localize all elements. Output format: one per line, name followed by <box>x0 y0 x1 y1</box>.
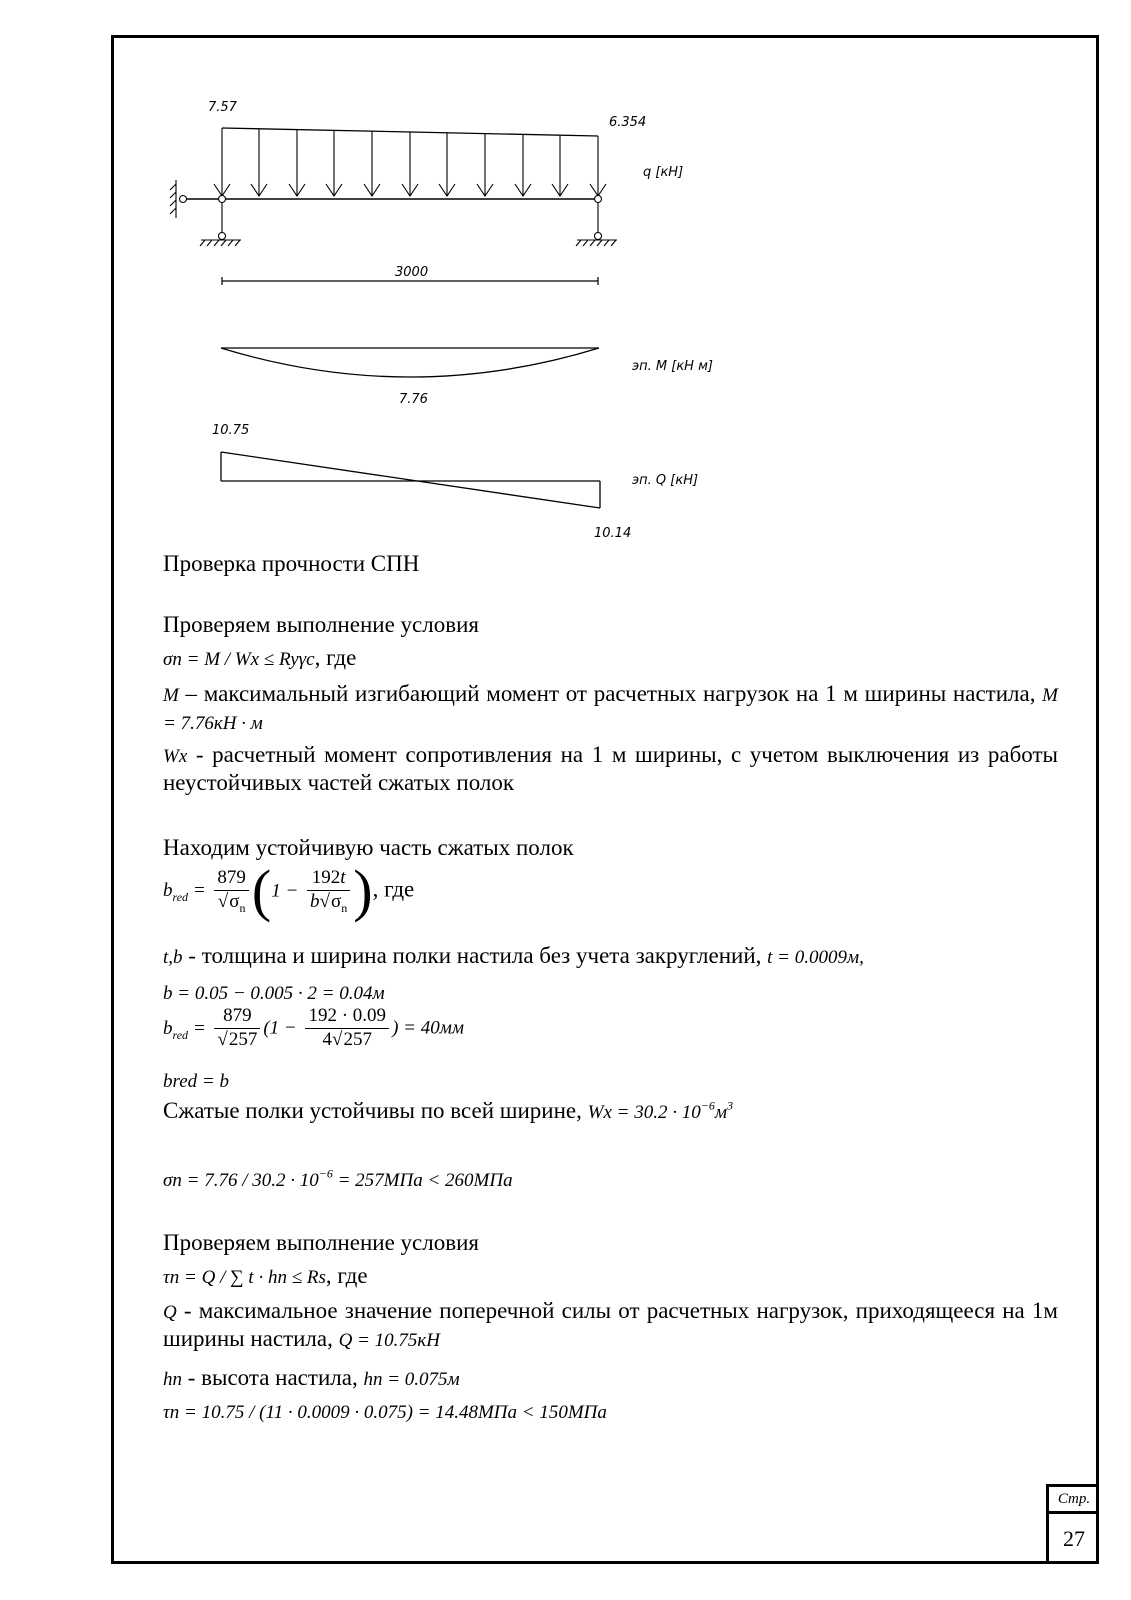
span-value: 3000 <box>395 265 429 280</box>
section-heading: Проверка прочности СПН <box>163 551 420 576</box>
bred-result: = 40мм <box>403 1017 464 1039</box>
where-2: , где <box>372 876 415 902</box>
tau-calc-line <box>163 1397 607 1425</box>
right-pin-support <box>576 196 617 247</box>
left-horizontal-support <box>170 180 187 218</box>
page-label: Стр. <box>1049 1487 1099 1514</box>
m-definition <box>163 680 1058 736</box>
check2-formula-line <box>163 1262 368 1290</box>
t-value: t = 0.0009м, <box>767 947 864 968</box>
bred-equals-b-line <box>163 1066 229 1094</box>
check2-formula: τn = Q / ∑ t · hn ≤ Rs <box>163 1267 326 1288</box>
m-value: M = 7.76кН · м <box>163 685 1058 734</box>
shear-diagram <box>221 452 600 508</box>
where-1: , где <box>314 645 357 670</box>
q-symbol: Q <box>163 1302 177 1323</box>
tb-description: - толщина и ширина полки настила без учета закруглений, <box>182 943 768 968</box>
bred-equals-b: bred = b <box>163 1071 229 1092</box>
bred-intro: Находим устойчивую часть сжатых полок <box>163 835 574 860</box>
shear-left-value: 10.75 <box>212 423 250 438</box>
sigma-calc-line: $\sigma n = 7.76 / 30.2 \cdot 10^{-6} = 257МПа < 260МПа$ <box>163 1166 513 1191</box>
page-number: 27 <box>1063 1526 1085 1551</box>
load-right-value: 6.354 <box>609 115 647 130</box>
beam-diagram <box>0 0 1131 560</box>
hn-definition <box>163 1364 460 1392</box>
sigma-calc: σn = 7.76 / 30.2 · 10 <box>163 1170 319 1191</box>
wx-description: - расчетный момент сопротивления на 1 м ширины, с учетом выключения из работы неустойчивых частей сжатых полок <box>163 742 1058 795</box>
sigma-calc-result: = 257МПа < 260МПа <box>332 1170 513 1191</box>
stable-line: Сжатые полки устойчивы по всей ширине, $Wx = 30.2 \cdot 10^{-6}м^3$ <box>163 1098 733 1123</box>
q-value: Q = 10.75кН <box>338 1329 441 1351</box>
moment-curve <box>221 348 599 377</box>
where-3: , где <box>325 1263 368 1288</box>
left-pin-support <box>200 196 241 247</box>
load-label: q [кН] <box>643 165 684 180</box>
tb-definition <box>163 942 1058 970</box>
m-symbol: M <box>163 685 179 706</box>
check1-formula-line <box>163 644 356 672</box>
b-value: b = 0.05 − 0.005 · 2 = 0.04м <box>163 983 385 1004</box>
check2-intro: Проверяем выполнение условия <box>163 1230 479 1255</box>
hn-description: - высота настила, <box>182 1365 364 1390</box>
bred-calc: $b_{red}$ = $\frac{879}{√257}$ (1 − $\frac{192 \cdot 0.09}{4√257}$ ) = 40мм <box>163 1005 464 1050</box>
check1-formula: σn = M / Wx ≤ Ryγc <box>163 649 315 670</box>
moment-label: эп. M [кН м] <box>632 359 713 374</box>
q-description: - максимальное значение поперечной силы от расчетных нагрузок, приходящееся на 1м ширины настила, <box>163 1298 1058 1351</box>
m-description: – максимальный изгибающий момент от расчетных нагрузок на 1 м ширины настила, <box>178 681 1043 706</box>
b-value-line <box>163 978 385 1006</box>
stable-text: Сжатые полки устойчивы по всей ширине, <box>163 1098 588 1123</box>
hn-value: hn = 0.075м <box>363 1369 460 1390</box>
bred-formula: $b_{red}$ = $\frac{879}{√\sigma_n}$ (1 − $\frac{192t}{b√\sigma_n}$ ), где <box>163 858 415 923</box>
tau-calc: τn = 10.75 / (11 · 0.0009 · 0.075) = 14.48МПа < 150МПа <box>163 1402 607 1423</box>
check1-intro: Проверяем выполнение условия <box>163 612 479 637</box>
page-number-stamp <box>1046 1484 1099 1564</box>
wx-definition <box>163 741 1058 796</box>
load-left-value: 7.57 <box>208 100 237 115</box>
shear-right-value: 10.14 <box>594 526 632 541</box>
hn-symbol: hn <box>163 1369 182 1390</box>
q-definition <box>163 1297 1058 1353</box>
moment-max-value: 7.76 <box>399 392 428 407</box>
wx-symbol: Wx <box>163 746 188 767</box>
shear-label: эп. Q [кН] <box>632 473 699 488</box>
load-arrows <box>214 128 606 196</box>
tb-symbol: t,b <box>163 947 183 968</box>
wx-value: Wx = 30.2 · 10 <box>587 1102 701 1123</box>
